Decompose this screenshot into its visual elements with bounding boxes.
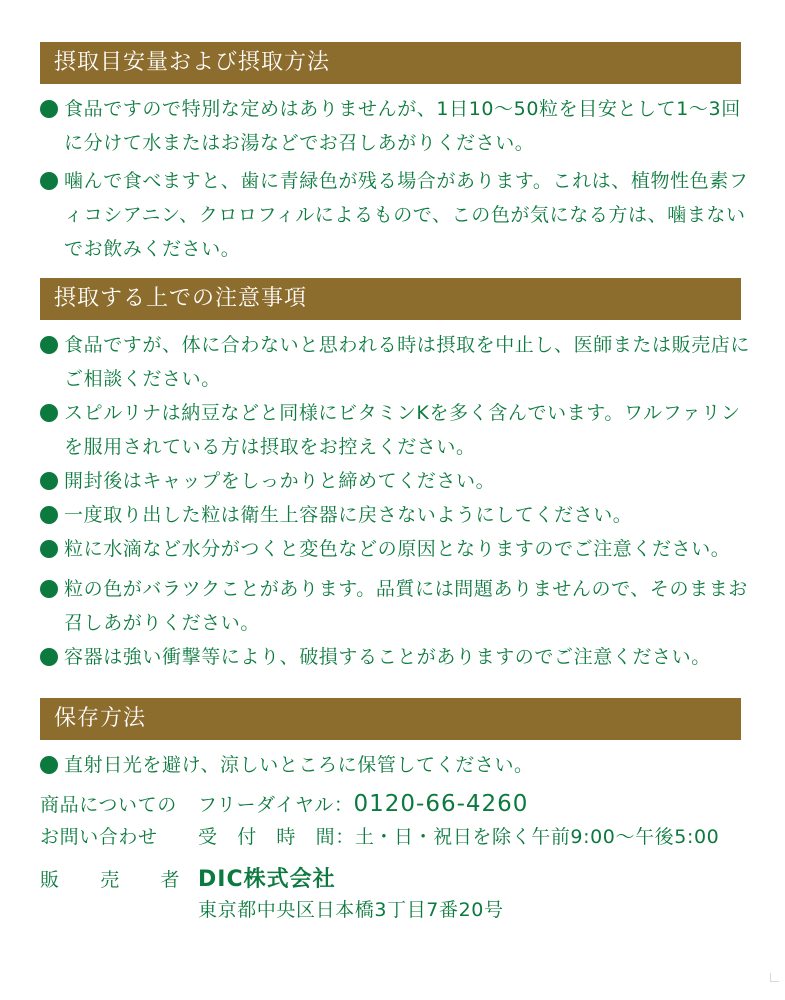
list-item-text: スピルリナは納豆などと同様にビタミンKを多く含んでいます。ワルファリンを服用されている方は摂取をお控えください。 [64,402,741,458]
seller-label-char: 者 [160,869,180,891]
bullet-icon [40,648,58,666]
list-item-text: 容器は強い衝撃等により、破損することがありますのでご注意ください。 [64,646,711,668]
hours-label: 受 付 時 間： [198,826,355,848]
list-item-text: 食品ですので特別な定めはありませんが、1日10〜50粒を目安として1〜3回に分けて水またはお湯などでお召しあがりください。 [64,98,741,154]
freedial-number: 0120-66-4260 [353,791,529,817]
hours-row [40,822,750,854]
crop-mark [770,973,779,982]
list-item [40,640,750,674]
section-title-caution: 摂取する上での注意事項 [54,286,308,311]
seller-label-char: 販 [40,869,60,891]
bullet-icon [40,756,58,774]
bullet-icon [40,506,58,524]
bullet-icon [40,472,58,490]
section-title-storage: 保存方法 [54,706,147,731]
bullet-icon [40,172,58,190]
storage-list [40,748,750,782]
list-item [40,532,750,566]
section-header-caution [40,278,741,320]
seller-row [40,862,750,894]
bullet-icon [40,540,58,558]
list-item-text: 噛んで食べますと、歯に青緑色が残る場合があります。これは、植物性色素フィコシアニン、クロロフィルによるもので、この色が気になる方は、噛まないでお飲みください。 [64,170,749,260]
section-header-storage [40,698,741,740]
section-header-usage [40,42,741,84]
list-item [40,498,750,532]
list-item-text: 一度取り出した粒は衛生上容器に戻さないようにしてください。 [64,504,633,526]
freedial-label: フリーダイヤル： [198,794,354,816]
list-item [40,572,750,640]
hours-value: 土・日・祝日を除く午前9:00〜午後5:00 [354,826,720,848]
seller-label-char: 売 [100,869,120,891]
bullet-icon [40,580,58,598]
seller-label [40,865,198,892]
list-item-text: 食品ですが、体に合わないと思われる時は摂取を中止し、医師または販売店にご相談ください。 [64,334,751,390]
list-item [40,328,750,396]
list-item [40,464,750,498]
caution-list [40,328,750,674]
list-item [40,748,750,782]
list-item-text: 粒に水滴など水分がつくと変色などの原因となりますのでご注意ください。 [64,538,731,560]
contact-block [40,790,750,926]
freedial-row [40,790,750,822]
usage-list [40,92,750,270]
list-item-text: 直射日光を避け、涼しいところに保管してください。 [64,754,534,776]
bullet-icon [40,336,58,354]
list-item [40,164,750,266]
company-address: 東京都中央区日本橋3丁目7番20号 [198,899,504,921]
bullet-icon [40,100,58,118]
inquiry-label-line1: 商品についての [40,794,177,816]
inquiry-label-line2: お問い合わせ [40,826,158,848]
section-title-usage: 摂取目安量および摂取方法 [54,50,331,75]
bullet-icon [40,404,58,422]
list-item [40,396,750,464]
list-item-text: 粒の色がバラツクことがあります。品質には問題ありませんので、そのままお召しあがりください。 [64,578,748,634]
list-item-text: 開封後はキャップをしっかりと締めてください。 [64,470,496,492]
list-item [40,92,750,160]
company-name: DIC株式会社 [198,867,336,892]
